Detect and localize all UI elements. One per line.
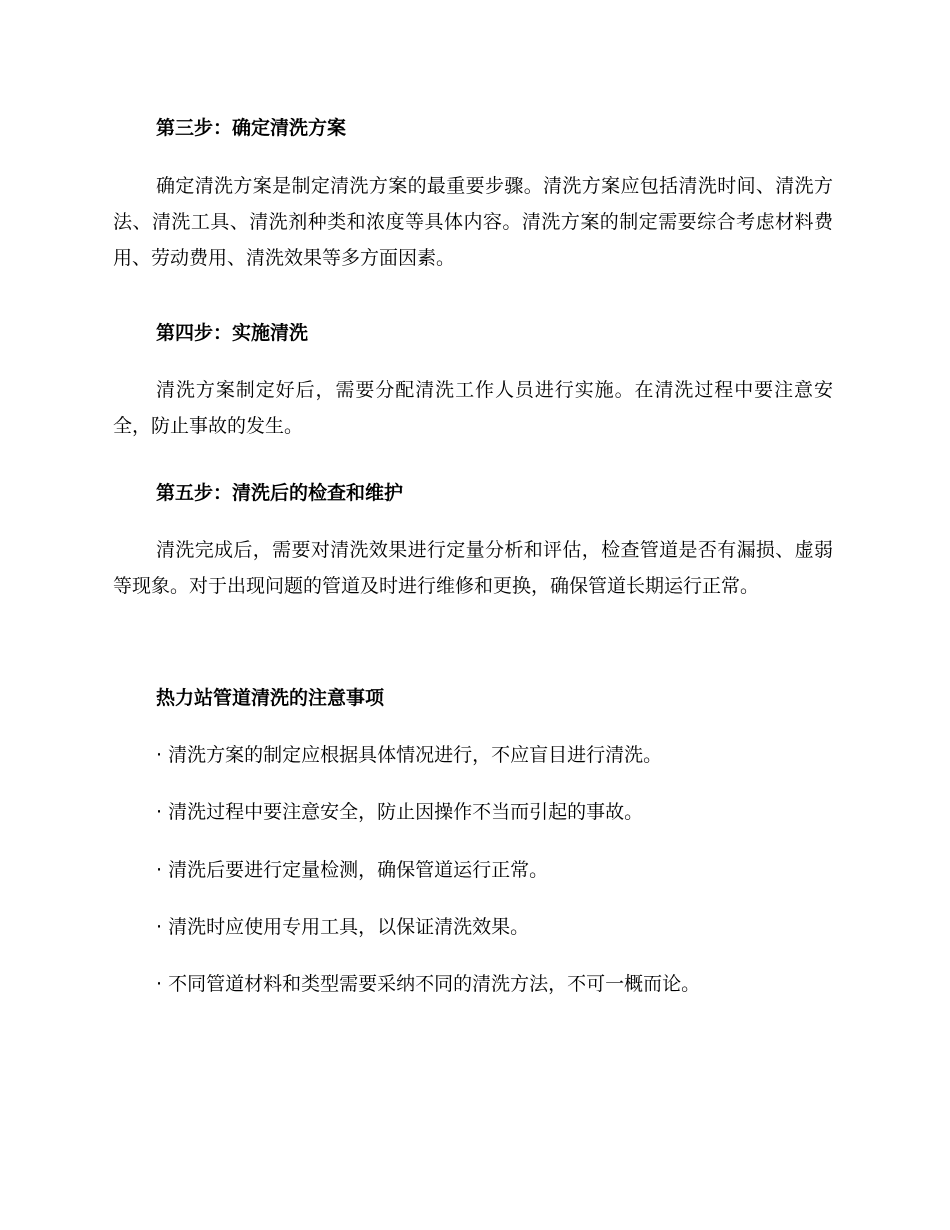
notes-list-item: · 清洗时应使用专用工具，以保证清洗效果。 — [156, 916, 530, 938]
notes-list-item: · 清洗过程中要注意安全，防止因操作不当而引起的事故。 — [156, 801, 644, 823]
notes-list-item: · 不同管道材料和类型需要采纳不同的清洗方法，不可一概而论。 — [156, 973, 701, 995]
step4-paragraph: 清洗方案制定好后，需要分配清洗工作人员进行实施。在清洗过程中要注意安全，防止事故的发生。 — [113, 379, 833, 437]
step5-paragraph: 清洗完成后，需要对清洗效果进行定量分析和评估，检查管道是否有漏损、虚弱等现象。对于出现问题的管道及时进行维修和更换，确保管道长期运行正常。 — [113, 539, 833, 597]
step4-heading: 第四步：实施清洗 — [156, 322, 309, 344]
step3-heading: 第三步：确定清洗方案 — [156, 117, 347, 139]
step3-paragraph: 确定清洗方案是制定清洗方案的最重要步骤。清洗方案应包括清洗时间、清洗方法、清洗工具、清洗剂种类和浓度等具体内容。清洗方案的制定需要综合考虑材料费用、劳动费用、清洗效果等多方面因素。 — [113, 175, 833, 269]
notes-list-item: · 清洗后要进行定量检测，确保管道运行正常。 — [156, 859, 549, 881]
step5-heading: 第五步：清洗后的检查和维护 — [156, 482, 404, 504]
notes-heading: 热力站管道清洗的注意事项 — [156, 687, 385, 709]
notes-list-item: · 清洗方案的制定应根据具体情况进行，不应盲目进行清洗。 — [156, 744, 663, 766]
